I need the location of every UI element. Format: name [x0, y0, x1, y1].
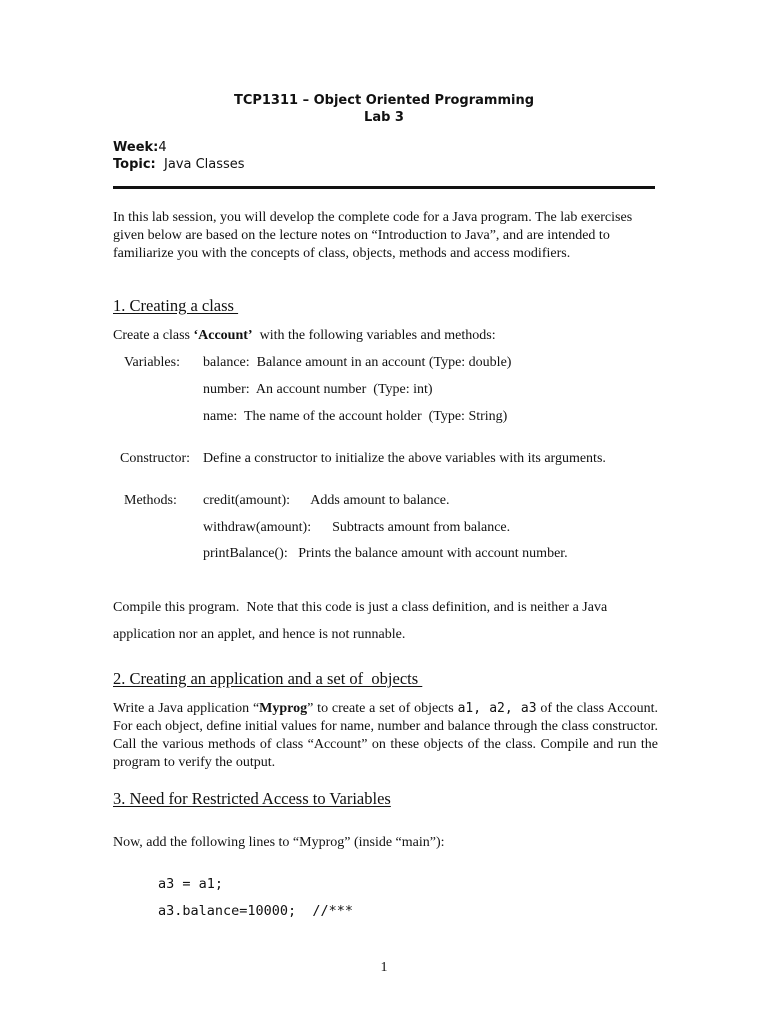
constructor-text: Define a constructor to initialize the above variables with its arguments.: [203, 451, 606, 466]
section-2-paragraph: [113, 700, 658, 772]
method-print-balance: printBalance(): Prints the balance amount with account number.: [203, 546, 568, 561]
section-2-heading: 2. Creating an application and a set of objects: [113, 669, 423, 688]
section-3-heading: 3. Need for Restricted Access to Variables: [113, 789, 391, 808]
intro-paragraph: In this lab session, you will develop the complete code for a Java program. The lab exercises given below are based on the lecture notes on “Introduction to Java”, and are intended to familiarize you with the concepts of class, objects, methods and access modifiers.: [113, 210, 633, 261]
s2-text-post: of the class Account. For each object, define initial values for name, number and balance through the class constructor. Call the various methods of class “Account” on these objects of the class. Compile and run the program to verify the output.: [113, 701, 659, 770]
variable-number: number: An account number (Type: int): [203, 382, 433, 397]
week-value: 4: [158, 140, 167, 155]
section-1-intro: [113, 328, 496, 344]
method-withdraw: withdraw(amount): Subtracts amount from balance.: [203, 520, 511, 535]
intro-post-text: with the following variables and methods:: [252, 328, 496, 343]
code-line-2: a3.balance=10000; //***: [158, 903, 354, 919]
s2-text-mid: ” to create a set of objects: [307, 701, 458, 716]
header-divider: [113, 186, 655, 189]
code-line-1: a3 = a1;: [158, 876, 224, 892]
app-name: Myprog: [259, 701, 308, 716]
compile-note-line-1: Compile this program. Note that this code is just a class definition, and is neither a Java: [113, 600, 608, 615]
section-3-text: Now, add the following lines to “Myprog” (inside “main”):: [113, 835, 445, 850]
topic-line: [113, 157, 245, 172]
class-name: ‘Account’: [193, 328, 253, 343]
intro-pre-text: Create a class: [113, 328, 194, 343]
s2-text-pre: Write a Java application “: [113, 701, 260, 716]
compile-note-line-2: application nor an applet, and hence is not runnable.: [113, 627, 406, 642]
variable-name: name: The name of the account holder (Type: String): [203, 409, 508, 424]
object-names: a1, a2, a3: [457, 701, 537, 716]
week-label: Week:: [113, 140, 159, 155]
variables-label: Variables:: [124, 355, 180, 370]
variable-balance: balance: Balance amount in an account (Type: double): [203, 355, 512, 370]
course-title: TCP1311 – Object Oriented Programming: [233, 93, 535, 108]
week-line: [113, 140, 167, 155]
lab-title: Lab 3: [364, 110, 404, 125]
section-1-heading: 1. Creating a class: [113, 296, 239, 315]
topic-value: Java Classes: [164, 157, 245, 172]
methods-label: Methods:: [124, 493, 177, 508]
method-credit: credit(amount): Adds amount to balance.: [203, 493, 450, 508]
topic-label: Topic:: [113, 157, 156, 172]
constructor-label: Constructor:: [120, 451, 190, 466]
page-number: 1: [380, 960, 388, 975]
